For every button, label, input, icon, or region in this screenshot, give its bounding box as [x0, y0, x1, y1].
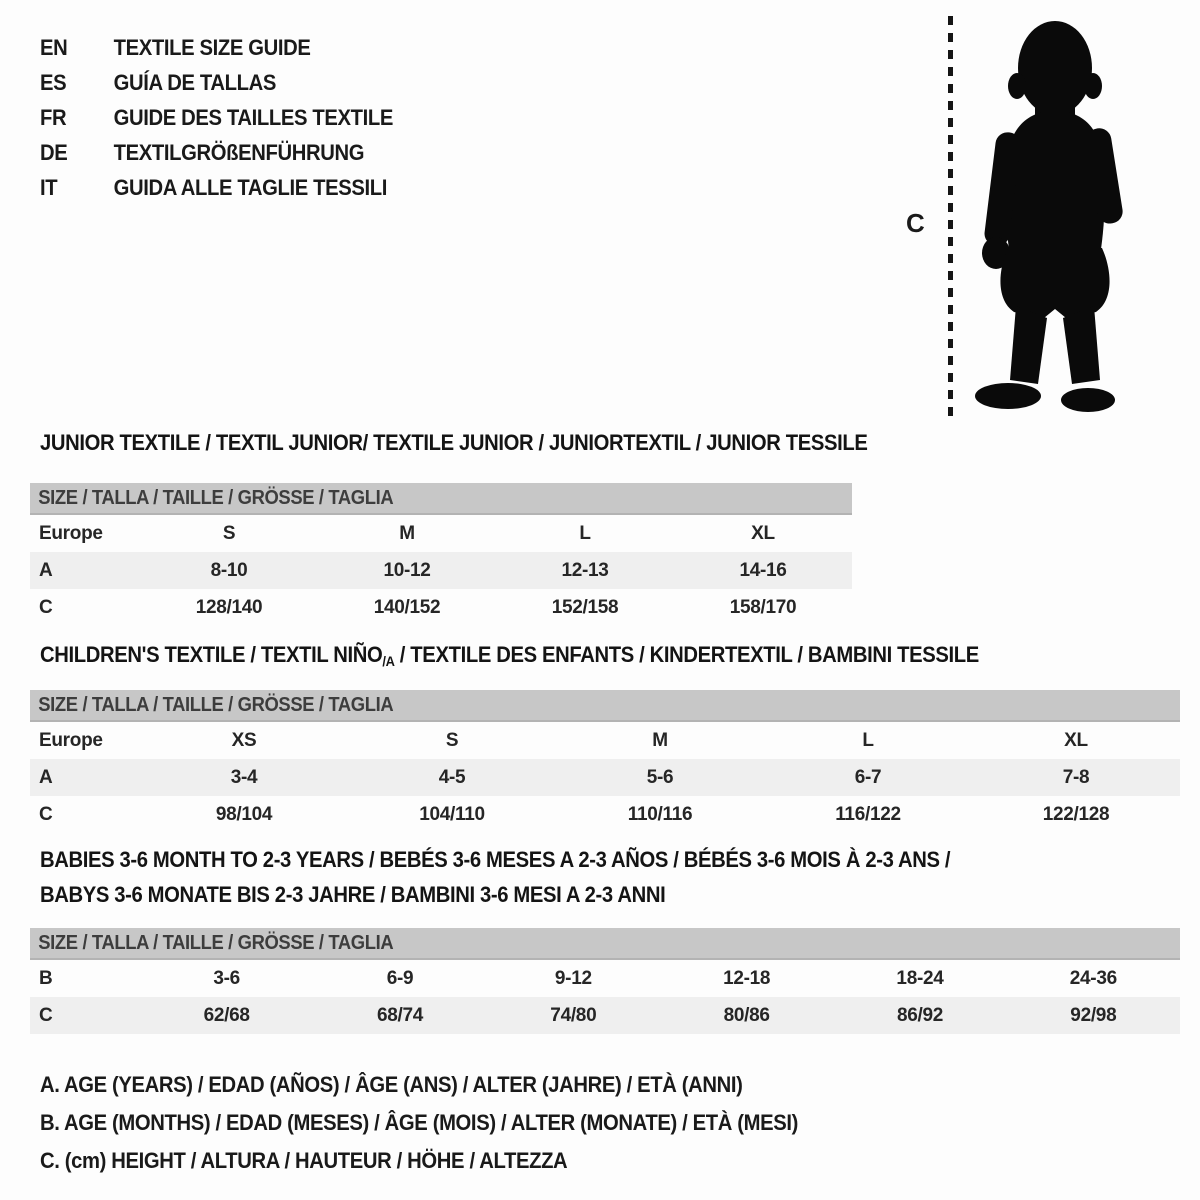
- table-cell: 24-36: [1069, 967, 1117, 989]
- table-row-height: [30, 589, 852, 626]
- language-title: GUÍA DE TALLAS: [113, 70, 276, 95]
- table-cell: 80/86: [660, 997, 833, 1034]
- table-cell: L: [862, 729, 874, 751]
- table-cell: Europe: [39, 522, 103, 544]
- table-cell: S: [445, 729, 459, 751]
- table-cell: 8-10: [140, 552, 318, 589]
- table-cell: 116/122: [835, 803, 901, 825]
- table-cell: 9-12: [554, 967, 592, 989]
- table-cell: L: [579, 522, 591, 544]
- language-row: [40, 100, 393, 135]
- table-cell: 158/170: [729, 596, 797, 618]
- table-cell: 92/98: [1007, 997, 1180, 1034]
- junior-size-table: [30, 483, 852, 626]
- size-header-label: SIZE / TALLA / TAILLE / GRÖSSE / TAGLIA: [38, 931, 394, 954]
- table-cell: XS: [231, 729, 257, 751]
- language-code: ES: [40, 70, 67, 95]
- table-header-row: [30, 483, 852, 514]
- table-cell: C: [39, 803, 53, 825]
- language-row: [40, 170, 393, 205]
- table-cell: Europe: [39, 729, 103, 751]
- table-cell: 110/116: [627, 803, 693, 825]
- table-cell: A: [30, 759, 140, 796]
- table-row-age: [30, 552, 852, 589]
- table-cell: 5-6: [556, 759, 764, 796]
- children-size-table: [30, 690, 1180, 833]
- language-title: GUIDA ALLE TAGLIE TESSILI: [113, 175, 388, 200]
- table-cell: 152/158: [551, 596, 619, 618]
- babies-heading-line2: BABYS 3-6 MONATE BIS 2-3 JAHRE / BAMBINI 3-6 MESI A 2-3 ANNI: [40, 882, 666, 907]
- children-heading-sub: /A: [382, 653, 395, 669]
- table-header-row: [30, 928, 1180, 959]
- table-cell: XL: [751, 522, 775, 544]
- language-code: IT: [40, 175, 58, 200]
- table-row-months: [30, 959, 1180, 997]
- table-cell: 18-24: [896, 967, 944, 989]
- language-title-list: [40, 30, 393, 205]
- size-header-bar: [30, 483, 852, 514]
- toddler-silhouette-icon: [962, 6, 1144, 420]
- table-cell: 122/128: [1042, 803, 1110, 825]
- table-cell: 7-8: [972, 759, 1180, 796]
- language-row: [40, 135, 393, 170]
- legend-line-height: C. (cm) HEIGHT / ALTURA / HAUTEUR / HÖHE / ALTEZZA: [40, 1148, 568, 1173]
- table-cell: 140/152: [373, 596, 441, 618]
- table-cell: 86/92: [833, 997, 1006, 1034]
- table-cell: 98/104: [215, 803, 273, 825]
- table-cell: 128/140: [195, 596, 263, 618]
- table-cell: 6-7: [764, 759, 972, 796]
- children-section-heading: [40, 642, 979, 670]
- language-title: GUIDE DES TAILLES TEXTILE: [113, 105, 394, 130]
- children-heading-post: / TEXTILE DES ENFANTS / KINDERTEXTIL / BAMBINI TESSILE: [394, 642, 979, 667]
- junior-section-heading: JUNIOR TEXTILE / TEXTIL JUNIOR/ TEXTILE JUNIOR / JUNIORTEXTIL / JUNIOR TESSILE: [40, 430, 868, 455]
- size-header-label: SIZE / TALLA / TAILLE / GRÖSSE / TAGLIA: [38, 486, 394, 509]
- table-row-europe: [30, 514, 852, 552]
- table-header-row: [30, 690, 1180, 721]
- size-header-bar: [30, 928, 1180, 959]
- height-measure-dashed-line: [948, 16, 953, 418]
- table-cell: 62/68: [140, 997, 313, 1034]
- table-row-height: [30, 796, 1180, 833]
- children-heading-pre: CHILDREN'S TEXTILE / TEXTIL NIÑO: [40, 642, 383, 667]
- table-cell: 6-9: [386, 967, 414, 989]
- table-row-height: [30, 997, 1180, 1034]
- measurement-legend: [40, 1066, 798, 1180]
- table-cell: 68/74: [313, 997, 486, 1034]
- table-cell: S: [222, 522, 236, 544]
- table-cell: 74/80: [487, 997, 660, 1034]
- table-cell: B: [39, 967, 53, 989]
- table-cell: 3-4: [140, 759, 348, 796]
- table-cell: 12-18: [723, 967, 771, 989]
- language-code: DE: [40, 140, 68, 165]
- language-row: [40, 65, 393, 100]
- size-header-bar: [30, 690, 1180, 721]
- table-row-europe: [30, 721, 1180, 759]
- table-cell: C: [39, 596, 53, 618]
- language-code: FR: [40, 105, 67, 130]
- table-cell: 12-13: [496, 552, 674, 589]
- table-cell: M: [652, 729, 668, 751]
- table-row-age: [30, 759, 1180, 796]
- table-cell: 14-16: [674, 552, 852, 589]
- table-cell: 104/110: [419, 803, 485, 825]
- language-title: TEXTILGRÖßENFÜHRUNG: [113, 140, 365, 165]
- babies-size-table: [30, 928, 1180, 1034]
- babies-section-heading: [40, 842, 950, 912]
- language-row: [40, 30, 393, 65]
- table-cell: A: [30, 552, 140, 589]
- language-title: TEXTILE SIZE GUIDE: [113, 35, 311, 60]
- table-cell: 4-5: [348, 759, 556, 796]
- size-header-label: SIZE / TALLA / TAILLE / GRÖSSE / TAGLIA: [38, 693, 394, 716]
- legend-line-age-years: A. AGE (YEARS) / EDAD (AÑOS) / ÂGE (ANS) / ALTER (JAHRE) / ETÀ (ANNI): [40, 1072, 743, 1097]
- height-measure-label: C: [906, 208, 925, 238]
- babies-heading-line1: BABIES 3-6 MONTH TO 2-3 YEARS / BEBÉS 3-6 MESES A 2-3 AÑOS / BÉBÉS 3-6 MOIS À 2-3 ANS /: [40, 847, 951, 872]
- table-cell: M: [399, 522, 415, 544]
- table-cell: XL: [1064, 729, 1088, 751]
- table-cell: 10-12: [318, 552, 496, 589]
- table-cell: C: [30, 997, 140, 1034]
- legend-line-age-months: B. AGE (MONTHS) / EDAD (MESES) / ÂGE (MOIS) / ALTER (MONATE) / ETÀ (MESI): [40, 1110, 798, 1135]
- language-code: EN: [40, 35, 68, 60]
- table-cell: 3-6: [213, 967, 240, 989]
